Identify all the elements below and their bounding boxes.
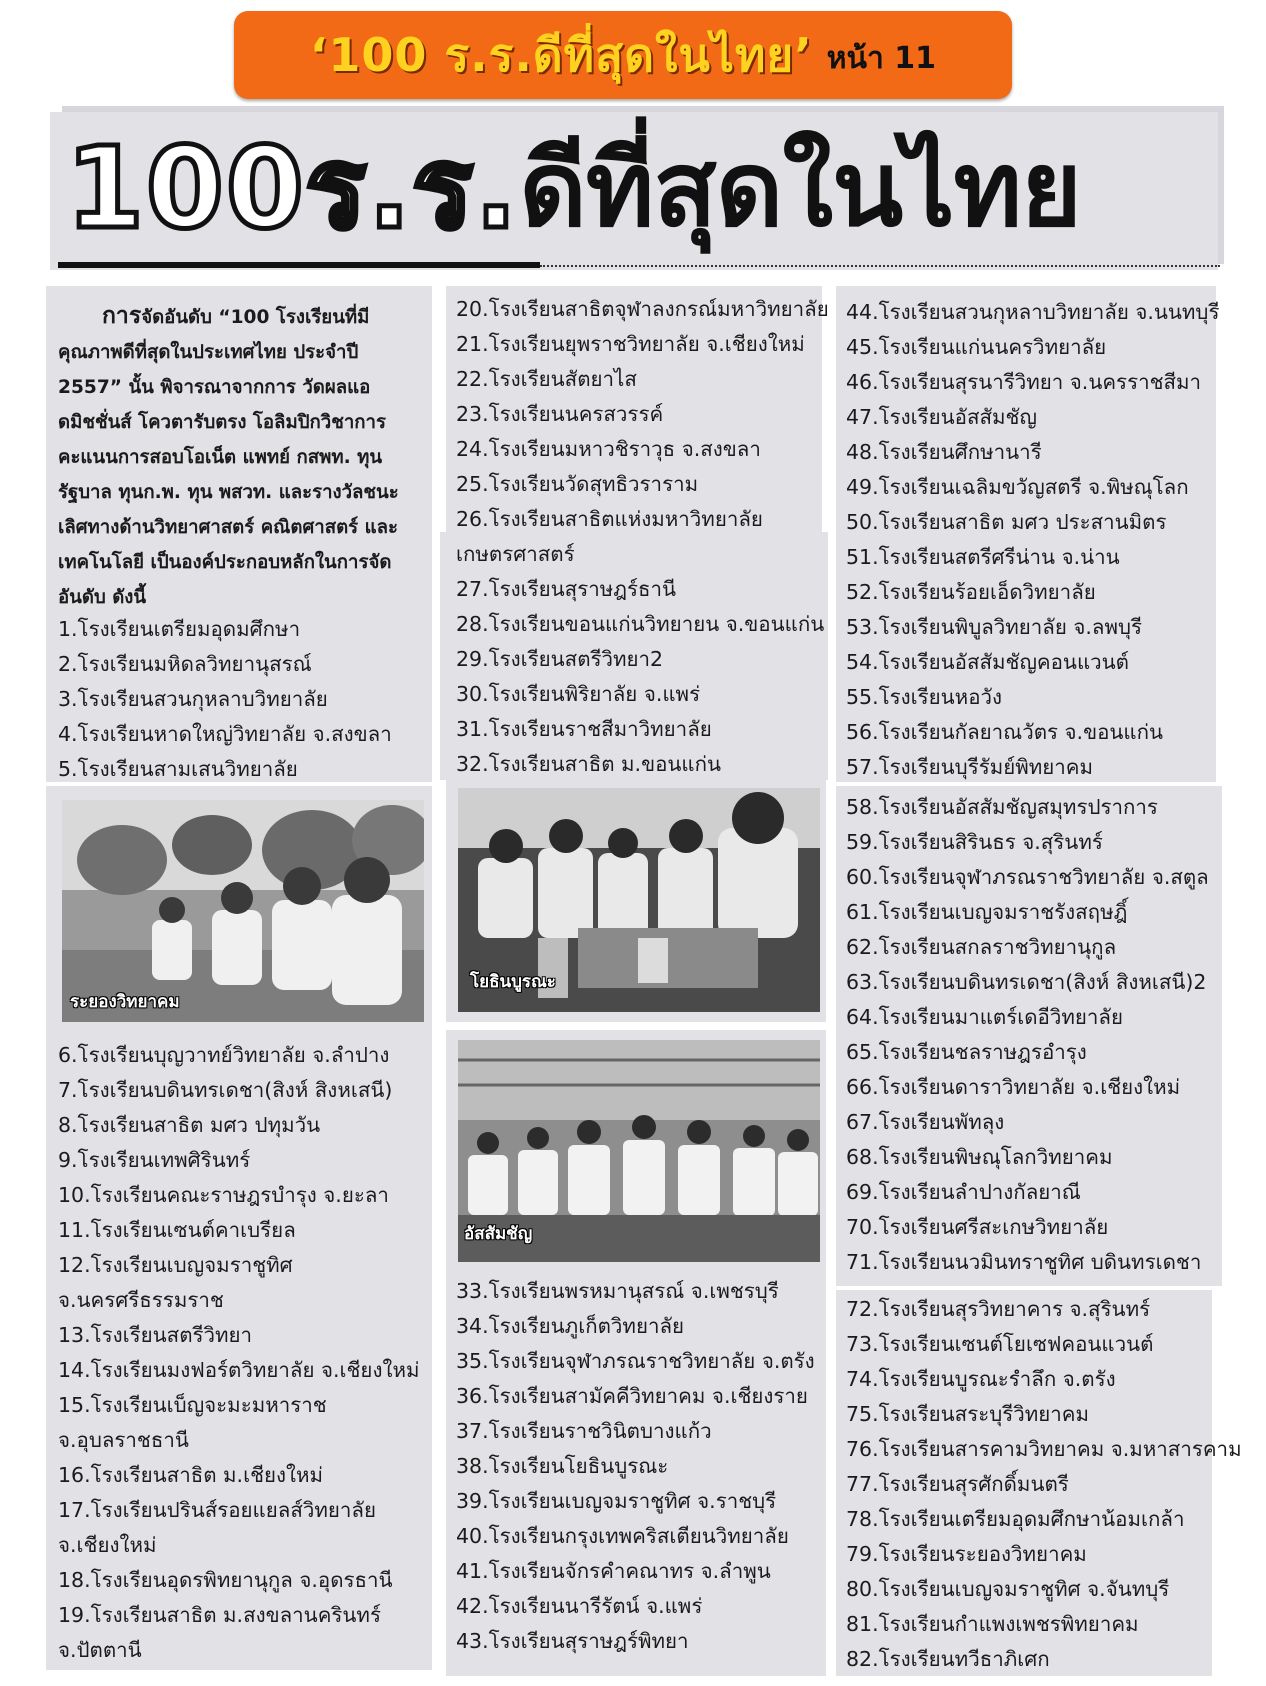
list-item: 18.โรงเรียนอุดรพิทยานุกูล จ.อุดรธานี (58, 1568, 393, 1592)
list-item: 73.โรงเรียนเซนต์โยเซฟคอนแวนต์ (846, 1332, 1154, 1356)
list-item: 53.โรงเรียนพิบูลวิทยาลัย จ.ลพบุรี (846, 615, 1143, 639)
ranking-list-44-57 (846, 295, 1219, 785)
list-item: จ.นครศรีธรรมราช (58, 1288, 224, 1312)
list-item: 15.โรงเรียนเบ็ญจะมะมหาราช (58, 1393, 327, 1417)
list-item: 48.โรงเรียนศึกษานารี (846, 440, 1042, 464)
list-item: 11.โรงเรียนเซนต์คาเบรียล (58, 1218, 296, 1242)
list-item: 61.โรงเรียนเบญจมราชรังสฤษฎิ์ (846, 900, 1128, 924)
list-item: 23.โรงเรียนนครสวรรค์ (456, 402, 664, 426)
list-item: 30.โรงเรียนพิริยาลัย จ.แพร่ (456, 682, 701, 706)
list-item: 27.โรงเรียนสุราษฎร์ธานี (456, 577, 677, 601)
photo-caption: อัสสัมชัญ (464, 1224, 533, 1244)
headline-solid: ดีที่สุดในไทย (519, 128, 1081, 250)
ranking-list-58-71 (846, 790, 1209, 1280)
list-item: จ.ปัตตานี (58, 1638, 142, 1662)
photo-caption: ระยองวิทยาคม (70, 992, 180, 1012)
list-item: 6.โรงเรียนบุญวาทย์วิทยาลัย จ.ลำปาง (58, 1043, 390, 1067)
headline-underline (58, 262, 540, 268)
list-item: 75.โรงเรียนสระบุรีวิทยาคม (846, 1402, 1090, 1426)
list-item: 29.โรงเรียนสตรีวิทยา2 (456, 647, 664, 671)
list-item: 22.โรงเรียนสัตยาไส (456, 367, 637, 391)
intro-body: จัดอันดับ “100 โรงเรียนที่มีคุณภาพดีที่สุดในประเทศไทย ประจำปี 2557” นั้น พิจารณาจากการ วัดผลแอดมิชชั่นส์ โควตารับตรง โอลิมปิกวิชาการ คะแนนการสอบโอเน็ต แพทย์ กสพท. ทุนรัฐบาล ทุนก.พ. ทุน พสวท. และรางวัลชนะเลิศทางด้านวิทยาศาสตร์ คณิตศาสตร์ และเทคโนโลยี เป็นองค์ประกอบหลักในการจัดอันดับ ดังนี้ (58, 307, 399, 608)
list-item: 49.โรงเรียนเฉลิมขวัญสตรี จ.พิษณุโลก (846, 475, 1189, 499)
list-item: 31.โรงเรียนราชสีมาวิทยาลัย (456, 717, 712, 741)
list-item: 82.โรงเรียนทวีธาภิเศก (846, 1647, 1050, 1671)
list-item: 69.โรงเรียนลำปางกัลยาณี (846, 1180, 1081, 1204)
list-item: 44.โรงเรียนสวนกุหลาบวิทยาลัย จ.นนทบุรี (846, 300, 1220, 324)
list-item: 56.โรงเรียนกัลยาณวัตร จ.ขอนแก่น (846, 720, 1164, 744)
list-item: 2.โรงเรียนมหิดลวิทยานุสรณ์ (58, 652, 312, 676)
list-item: 9.โรงเรียนเทพศิรินทร์ (58, 1148, 251, 1172)
list-item: 60.โรงเรียนจุฬาภรณราชวิทยาลัย จ.สตูล (846, 865, 1209, 889)
list-item: 72.โรงเรียนสุรวิทยาคาร จ.สุรินทร์ (846, 1297, 1151, 1321)
list-item: 80.โรงเรียนเบญจมราชูทิศ จ.จันทบุรี (846, 1577, 1170, 1601)
ranking-list-1-5 (58, 612, 392, 787)
banner-page-ref: หน้า 11 (826, 41, 937, 76)
list-item: 41.โรงเรียนจักรคำคณาทร จ.ลำพูน (456, 1559, 771, 1583)
ranking-list-20-32 (456, 292, 829, 782)
list-item: 32.โรงเรียนสาธิต ม.ขอนแก่น (456, 752, 722, 776)
headline-dotted-rule (540, 265, 1220, 267)
list-item: 1.โรงเรียนเตรียมอุดมศึกษา (58, 617, 301, 641)
list-item: 20.โรงเรียนสาธิตจุฬาลงกรณ์มหาวิทยาลัย (456, 297, 829, 321)
list-item: 59.โรงเรียนสิรินธร จ.สุรินทร์ (846, 830, 1103, 854)
list-item: 76.โรงเรียนสารคามวิทยาคม จ.มหาสารคาม (846, 1437, 1242, 1461)
list-item: 17.โรงเรียนปรินส์รอยแยลส์วิทยาลัย (58, 1498, 376, 1522)
list-item: 7.โรงเรียนบดินทรเดชา(สิงห์ สิงหเสนี) (58, 1078, 393, 1102)
list-item: 40.โรงเรียนกรุงเทพคริสเตียนวิทยาลัย (456, 1524, 789, 1548)
list-item: 39.โรงเรียนเบญจมราชูทิศ จ.ราชบุรี (456, 1489, 777, 1513)
headline (66, 124, 1081, 254)
list-item: 66.โรงเรียนดาราวิทยาลัย จ.เชียงใหม่ (846, 1075, 1181, 1099)
list-item: 67.โรงเรียนพัทลุง (846, 1110, 1005, 1134)
list-item: 12.โรงเรียนเบญจมราชูทิศ (58, 1253, 293, 1277)
list-item: 77.โรงเรียนสุรศักดิ์มนตรี (846, 1472, 1069, 1496)
list-item: 16.โรงเรียนสาธิต ม.เชียงใหม่ (58, 1463, 324, 1487)
list-item: 38.โรงเรียนโยธินบูรณะ (456, 1454, 669, 1478)
intro-paragraph (58, 299, 428, 615)
list-item: 33.โรงเรียนพรหมานุสรณ์ จ.เพชรบุรี (456, 1279, 779, 1303)
list-item: 64.โรงเรียนมาแตร์เดอีวิทยาลัย (846, 1005, 1123, 1029)
list-item: 28.โรงเรียนขอนแก่นวิทยายน จ.ขอนแก่น (456, 612, 825, 636)
list-item: 74.โรงเรียนบูรณะรำลึก จ.ตรัง (846, 1367, 1116, 1391)
list-item: 10.โรงเรียนคณะราษฎรบำรุง จ.ยะลา (58, 1183, 389, 1207)
list-item: 50.โรงเรียนสาธิต มศว ประสานมิตร (846, 510, 1167, 534)
list-item: 13.โรงเรียนสตรีวิทยา (58, 1323, 253, 1347)
list-item: 58.โรงเรียนอัสสัมชัญสมุทรปราการ (846, 795, 1158, 819)
list-item: 81.โรงเรียนกำแพงเพชรพิทยาคม (846, 1612, 1139, 1636)
list-item: 36.โรงเรียนสามัคคีวิทยาคม จ.เชียงราย (456, 1384, 808, 1408)
headline-outlined: 100ร.ร. (66, 124, 520, 254)
list-item: 24.โรงเรียนมหาวชิราวุธ จ.สงขลา (456, 437, 761, 461)
list-item: 42.โรงเรียนนารีรัตน์ จ.แพร่ (456, 1594, 703, 1618)
section-banner (234, 11, 1012, 99)
list-item: 52.โรงเรียนร้อยเอ็ดวิทยาลัย (846, 580, 1096, 604)
photo-assumption (458, 1040, 820, 1262)
ranking-list-33-43 (456, 1274, 815, 1659)
intro-lead: การ (102, 303, 142, 329)
ranking-list-72-82 (846, 1292, 1242, 1677)
list-item: 55.โรงเรียนหอวัง (846, 685, 1003, 709)
list-item: จ.อุบลราชธานี (58, 1428, 189, 1452)
list-item: 19.โรงเรียนสาธิต ม.สงขลานครินทร์ (58, 1603, 381, 1627)
list-item: 35.โรงเรียนจุฬาภรณราชวิทยาลัย จ.ตรัง (456, 1349, 815, 1373)
list-item: 68.โรงเรียนพิษณุโลกวิทยาคม (846, 1145, 1113, 1169)
list-item: จ.เชียงใหม่ (58, 1533, 157, 1557)
photo-rayong (62, 800, 424, 1022)
list-item: 70.โรงเรียนศรีสะเกษวิทยาลัย (846, 1215, 1109, 1239)
list-item: 57.โรงเรียนบุรีรัมย์พิทยาคม (846, 755, 1094, 779)
list-item: 51.โรงเรียนสตรีศรีน่าน จ.น่าน (846, 545, 1120, 569)
list-item: 21.โรงเรียนยุพราชวิทยาลัย จ.เชียงใหม่ (456, 332, 805, 356)
list-item: 63.โรงเรียนบดินทรเดชา(สิงห์ สิงหเสนี)2 (846, 970, 1207, 994)
banner-title: ‘100 ร.ร.ดีที่สุดในไทย’ (309, 28, 813, 82)
list-item: 43.โรงเรียนสุราษฎร์พิทยา (456, 1629, 689, 1653)
list-item: 26.โรงเรียนสาธิตแห่งมหาวิทยาลัย (456, 507, 763, 531)
list-item: 5.โรงเรียนสามเสนวิทยาลัย (58, 757, 298, 781)
list-item: 46.โรงเรียนสุรนารีวิทยา จ.นครราชสีมา (846, 370, 1202, 394)
ranking-list-6-19 (58, 1038, 420, 1668)
list-item: 8.โรงเรียนสาธิต มศว ปทุมวัน (58, 1113, 321, 1137)
list-item: 45.โรงเรียนแก่นนครวิทยาลัย (846, 335, 1107, 359)
list-item: 34.โรงเรียนภูเก็ตวิทยาลัย (456, 1314, 685, 1338)
list-item: 54.โรงเรียนอัสสัมชัญคอนแวนต์ (846, 650, 1129, 674)
list-item: 14.โรงเรียนมงฟอร์ตวิทยาลัย จ.เชียงใหม่ (58, 1358, 420, 1382)
list-item: 25.โรงเรียนวัดสุทธิวราราม (456, 472, 699, 496)
list-item: 3.โรงเรียนสวนกุหลาบวิทยาลัย (58, 687, 328, 711)
list-item: 47.โรงเรียนอัสสัมชัญ (846, 405, 1037, 429)
list-item: 79.โรงเรียนระยองวิทยาคม (846, 1542, 1087, 1566)
list-item: เกษตรศาสตร์ (456, 542, 575, 566)
list-item: 37.โรงเรียนราชวินิตบางแก้ว (456, 1419, 712, 1443)
photo-caption: โยธินบูรณะ (470, 972, 556, 992)
list-item: 62.โรงเรียนสกลราชวิทยานุกูล (846, 935, 1117, 959)
list-item: 4.โรงเรียนหาดใหญ่วิทยาลัย จ.สงขลา (58, 722, 392, 746)
list-item: 71.โรงเรียนนวมินทราชูทิศ บดินทรเดชา (846, 1250, 1202, 1274)
list-item: 78.โรงเรียนเตรียมอุดมศึกษาน้อมเกล้า (846, 1507, 1185, 1531)
list-item: 65.โรงเรียนชลราษฎรอำรุง (846, 1040, 1087, 1064)
photo-yothinburana (458, 788, 820, 1012)
